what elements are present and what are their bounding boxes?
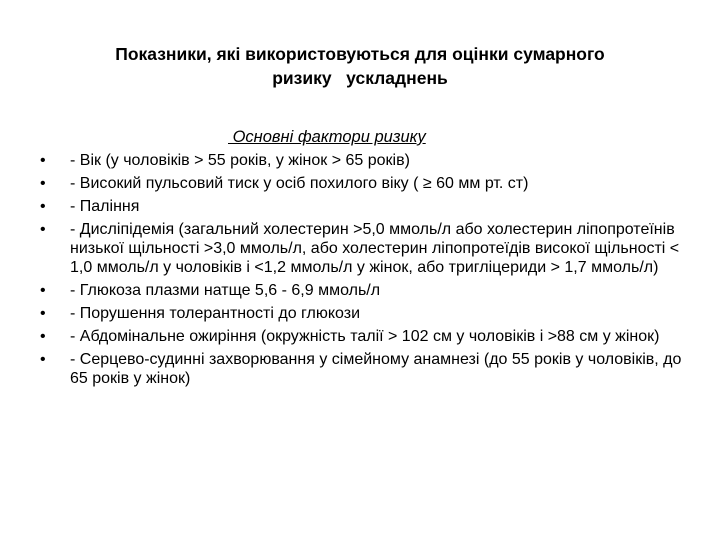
list-item [40, 304, 690, 323]
list-item [40, 174, 690, 193]
list-item-text: - Глюкоза плазми натще 5,6 - 6,9 ммоль/л [70, 282, 381, 299]
list-item-text: - Високий пульсовий тиск у осіб похилого віку ( ≥ 60 мм рт. ст) [70, 175, 529, 192]
list-item-text: - Дисліпідемія (загальний холестерин >5,0 ммоль/л або холестерин ліпопротеїнів низької щільності >3,0 ммоль/л, або холестерин ліпопротеїдів високої щільності < 1,0 ммоль/л у чоловіків і <1,2 ммоль/л у жінок, або тригліцериди > 1,7 ммоль/л) [70, 221, 680, 276]
list-item [40, 197, 690, 216]
list-item-text: - Абдомінальне ожиріння (окружність талії > 102 см у чоловіків і >88 см у жінок) [70, 328, 660, 345]
list-item [40, 220, 690, 277]
bullet-icon: • [40, 221, 46, 238]
list-item-text: - Вік (у чоловіків > 55 років, у жінок > 65 років) [70, 152, 410, 169]
slide-title [60, 42, 660, 90]
bullet-icon: • [40, 198, 46, 215]
list-item-text: - Порушення толерантності до глюкози [70, 305, 361, 322]
list-item [40, 281, 690, 300]
bullet-icon: • [40, 305, 46, 322]
list-item [40, 327, 690, 346]
list-item [40, 151, 690, 170]
bullet-icon: • [40, 282, 46, 299]
title-line-2: ризику ускладнень [272, 68, 448, 88]
list-item-text: - Паління [70, 198, 140, 215]
section-subtitle: Основні фактори ризику [228, 128, 426, 146]
bullet-icon: • [40, 152, 46, 169]
list-item [40, 350, 690, 388]
title-line-1: Показники, які використовуються для оцінки сумарного [115, 44, 605, 64]
bullet-icon: • [40, 175, 46, 192]
list-item-text: - Серцево-судинні захворювання у сімейному анамнезі (до 55 років у чоловіків, до 65 років у жінок) [70, 351, 682, 387]
risk-factors-list [40, 151, 690, 392]
bullet-icon: • [40, 351, 46, 368]
bullet-icon: • [40, 328, 46, 345]
